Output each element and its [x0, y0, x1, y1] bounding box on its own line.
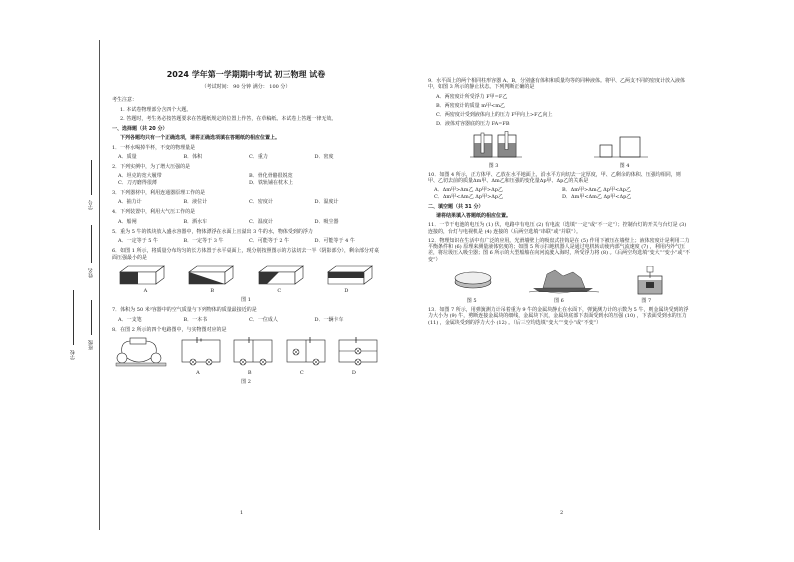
option[interactable]: A．两密度计所受浮力 F甲=F乙 [436, 93, 508, 100]
figure-label: C [277, 287, 282, 294]
option[interactable]: C．温度计 [249, 218, 273, 225]
figure-2 [112, 336, 380, 368]
section2-heading: 二、填空题（共 31 分） [428, 203, 484, 210]
question-stem: 5．重为 5 牛的铁块放入盛水容器中，物体漂浮在水面上且溢出 3 牛的水，物体受到的浮力 [112, 228, 313, 235]
option[interactable]: C．Δm甲<Δm乙 Δp甲>Δp乙 [434, 193, 504, 200]
question-options [112, 317, 380, 323]
figure-6-ship [529, 266, 599, 294]
section1-instruction: 下列各题均只有一个正确选项，请将正确选项填在答题纸的相应位置上。 [120, 135, 281, 142]
physical-circuit-figure [112, 336, 170, 368]
exam-page-2 [428, 78, 690, 329]
circuit-d [336, 336, 380, 366]
figure-label: C [299, 370, 304, 376]
question-options [112, 219, 380, 225]
section2-instruction: 请将结果填入答题纸的相应位置。 [436, 213, 512, 219]
option[interactable]: D．温度计 [314, 199, 339, 205]
question-stem: 6．如图 1 所示，将质量分布均匀的长方体置于水平桌面上，现分别按照图示的方法切去一半（阴影部分），剩余部分对桌面压强最小的是 [112, 248, 380, 261]
figure-7-caption: 图 7 [641, 297, 652, 304]
option[interactable]: D．吸尘器 [314, 218, 339, 225]
section1-heading: 一、选择题（共 20 分） [112, 126, 168, 132]
label-student-number: 学号 [88, 200, 94, 210]
question-stem: 10．如图 4 所示，正方体甲、乙放在水平地面上，沿水平方向切去一定厚度，甲、乙剩余的体积、压强均相同，则甲、乙切去前的质量Δm甲、Δm乙和压强的变化量Δp甲、Δp乙的关系是 [428, 171, 681, 184]
exam-title: 2024 学年第一学期期中考试 初三物理 试卷 [166, 70, 326, 79]
option[interactable]: B．一定等于 3 牛 [183, 238, 224, 244]
option[interactable]: C．重力 [249, 153, 268, 160]
figure-label: A [143, 287, 148, 294]
question-stem: 12．物理知识在生活中有广泛的应用。光滑墙壁上的吸盘式挂钩是在 (5) 作用下被压在墙壁上；液体密度计是利用二力平衡条件和 (6) 原理来测量液体密度的；如图 5 所示扫地机器人是通过电机转动使内部气流速度 (7) ，利用内外气压差，将垃圾压入吸尘器；图 6 所示的大型船舶在向河流驶入海时，所受浮力将 (8) 。（后两空均选填“变大”“变小”或“不变”） [428, 237, 690, 263]
option[interactable]: D．密度 [314, 153, 334, 160]
figure-2-caption: 图 2 [241, 379, 251, 386]
option[interactable]: C．可能等于 2 牛 [249, 238, 290, 244]
option[interactable]: C．刀刃磨得很薄 [118, 179, 157, 186]
question-stem: 1．一杯水喝掉半杯，不变的物理量是 [112, 144, 196, 151]
option[interactable]: D．铁轨铺在枕木上 [249, 179, 294, 186]
option[interactable]: B．体积 [183, 153, 203, 160]
figures-3-4 [428, 131, 690, 161]
question-options [112, 154, 380, 160]
binding-line [99, 40, 100, 530]
binding-margin [0, 0, 110, 562]
option[interactable]: D．液体对容器底的压力 FA=FB [436, 121, 510, 128]
page-number: 2 [560, 510, 564, 516]
figure-label: A [196, 370, 200, 376]
figure-label: B [247, 370, 252, 376]
figure-4-caption: 图 4 [619, 162, 630, 169]
field-school[interactable] [73, 290, 74, 345]
circuit-c [284, 336, 328, 366]
figure-4-cubes [594, 131, 648, 161]
option[interactable]: C．两密度计受到液体向上的压力 F甲向上>F乙向上 [436, 112, 553, 118]
question-stem: 7．体积为 50 米³容器中的空气质量与下列物体的质量最接近的是 [112, 307, 257, 314]
question-stem: 13．如图 7 所示，用弹簧测力计吊着重为 9 牛的金属块静止在水面下，弹簧测力计的示数为 5 牛，则金属块受到的浮力大小为 (9) 牛，剪断连接金属块的细线，金属块下沉，金属块底部下表面受到水的压强 (10) ，下表面受到水的压力 (11) ，金属块受到的浮力大小 (12) 。（后三空均选填“变大”“变小”或“不变”） [428, 307, 689, 326]
label-class: 班级 [88, 340, 94, 350]
option[interactable]: B．液位计 [183, 199, 208, 205]
option[interactable]: A．船闸 [118, 218, 137, 225]
question-stem: 11．一节干电池的电压为 (1) 伏，电路中有电压 (2) 有电流（选填“一定”或“不一定”）；控制台灯的开关与台灯是 (3) 连接的，台灯与电视机是 (4) 连接的（后两空选填“串联”或“并联”）。 [428, 222, 687, 235]
option[interactable]: D．可能等于 4 牛 [314, 238, 355, 244]
notice-item: 2. 答题时，考生务必按答题要求在答题纸规定的位置上作答，在草稿纸、本试卷上答题一律无效。 [120, 115, 337, 122]
option[interactable]: C．一位成人 [249, 316, 278, 323]
field-class[interactable] [91, 300, 92, 335]
figure-3-containers [470, 131, 522, 161]
figure-2-labels [112, 370, 380, 376]
exam-subtitle: （考试时间： 90 分钟 满分： 100 分） [201, 84, 291, 90]
question-options [112, 238, 380, 244]
figure-1 [112, 264, 380, 286]
figure-1-labels [112, 288, 380, 294]
label-name: 姓名 [88, 268, 94, 278]
figures-5-7 [428, 266, 690, 296]
question-stem: 8．在图 2 所示的四个电路图中，与实物图对应的是 [112, 326, 227, 333]
option[interactable]: B．一本书 [183, 316, 208, 323]
question-options [112, 199, 380, 205]
option[interactable]: A．抽力计 [118, 199, 142, 205]
option[interactable]: A．Δm甲>Δm乙 Δp甲>Δp乙 [434, 187, 503, 194]
figure-5-7-captions [428, 298, 690, 304]
option[interactable]: D．Δm甲<Δm乙 Δp甲<Δp乙 [562, 193, 632, 200]
figure-3-caption: 图 3 [488, 162, 499, 169]
figure-7-spring-scale [633, 266, 667, 296]
page-number: 1 [240, 510, 244, 516]
figure-3-4-captions [428, 163, 690, 169]
circuit-b [231, 336, 275, 366]
option[interactable]: B．洒水车 [183, 218, 208, 225]
figure-label: B [210, 287, 215, 294]
question-stem: 2．下列实例中，为了增大压强的是 [112, 164, 191, 170]
option[interactable]: A．一定等于 5 牛 [118, 238, 158, 244]
figure-5-robot-vacuum [451, 266, 495, 292]
option[interactable]: B．骨化骨骼很锐宽 [249, 173, 293, 180]
exam-page-1 [112, 70, 380, 390]
question-options [112, 173, 380, 186]
notice-item: 1. 本试卷物理部分含四个大题。 [120, 106, 192, 113]
circuit-a [179, 336, 223, 366]
question-stem: 3．下列器材中，利用连通器原理工作的是 [112, 189, 206, 196]
notice-heading: 考生注意： [112, 97, 138, 104]
option[interactable]: D．一辆卡车 [314, 316, 344, 323]
figure-6-caption: 图 6 [554, 297, 564, 304]
field-student-number[interactable] [91, 160, 92, 195]
figure-label: D [351, 370, 356, 376]
option[interactable]: B．两密度计的质量 m甲<m乙 [436, 102, 505, 109]
cuboid-figure-d [326, 264, 374, 286]
cuboid-figure-c [257, 264, 305, 286]
option[interactable]: A．坦克的宽大履带 [118, 173, 162, 180]
option[interactable]: C．密度计 [249, 199, 273, 205]
cuboid-figure-a [118, 264, 166, 286]
option[interactable]: A．一支笔 [118, 316, 142, 323]
figure-5-caption: 图 5 [466, 297, 477, 304]
cuboid-figure-b [187, 264, 235, 286]
option[interactable]: B．Δm甲>Δm乙 Δp甲<Δp乙 [562, 187, 631, 194]
question-options [428, 187, 690, 200]
question-stem: 4．下列装置中，利用大气压工作的是 [112, 209, 196, 216]
option[interactable]: A．质量 [118, 153, 137, 160]
label-school: 学校 [70, 350, 76, 360]
question-stem: 9．水平面上的两个相同柱形容器 A、B，分别盛有体积和质量均等的同种液体。将甲、乙两支不同的密度计放入液体中，如图 3 所示的静止状态。下列判断正确的是 [428, 78, 686, 91]
figure-label: D [344, 287, 349, 294]
field-name[interactable] [91, 225, 92, 263]
figure-1-caption: 图 1 [241, 297, 251, 303]
